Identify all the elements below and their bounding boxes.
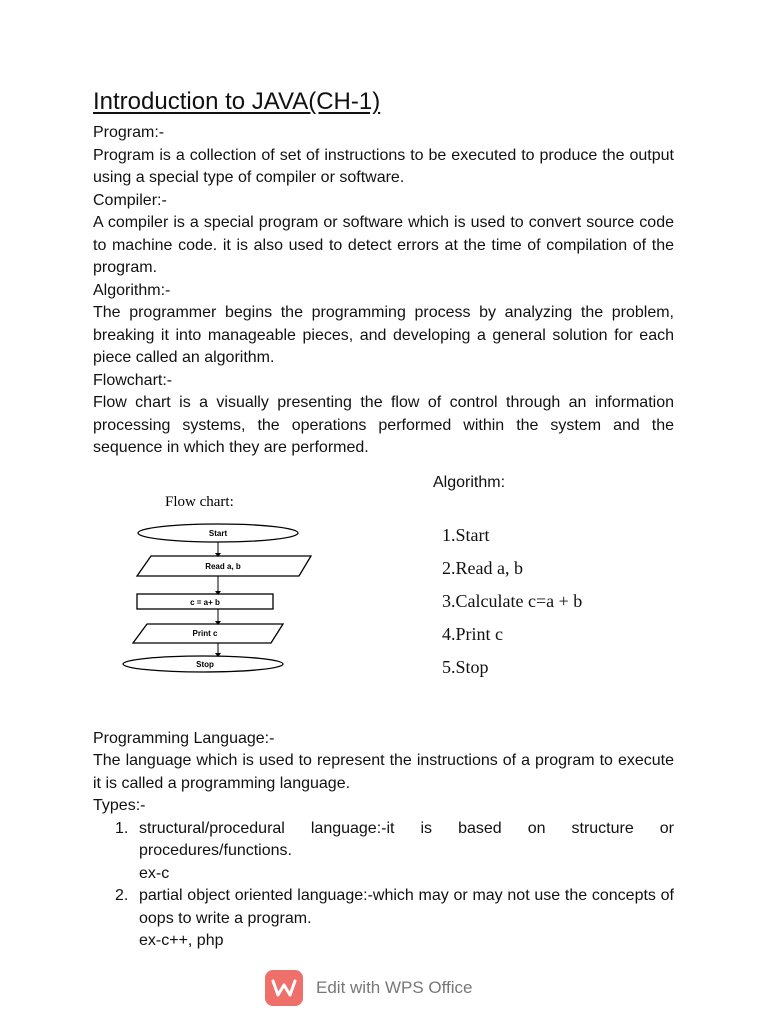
flowchart-title: Flow chart: — [165, 493, 234, 510]
flowchart-process-label: c = a+ b — [190, 597, 220, 607]
wps-w-icon — [271, 978, 297, 998]
flowchart-text: Flow chart is a visually presenting the flow of control through an information processing systems, the operations performed within the system and the sequence in which they are performed. — [93, 394, 674, 456]
page-title: Introduction to JAVA(CH-1) — [93, 88, 381, 115]
flowchart-stop-label: Stop — [196, 659, 214, 669]
algorithm-step: 5.Stop — [442, 656, 489, 677]
wps-logo-icon — [265, 970, 303, 1006]
flowchart-start-label: Start — [208, 528, 228, 538]
list-item-text: partial object oriented language:-which may or may not use the concepts of oops to write a program. — [139, 887, 674, 927]
list-item-example: ex-c — [139, 864, 170, 882]
algorithm-step: 1.Start — [442, 524, 490, 545]
flowchart-read-label: Read a, b — [205, 561, 241, 571]
compiler-heading: Compiler:- — [93, 191, 167, 209]
list-item-example: ex-c++, php — [139, 932, 224, 949]
wps-edit-banner[interactable] — [265, 970, 473, 1006]
algorithm-text: The programmer begins the programming process by analyzing the problem, breaking it into manageable pieces, and developing a general solution for each piece called an algorithm. — [93, 304, 674, 366]
programming-language-text: The language which is used to represent the instructions of a program to execute it is called a programming language. — [93, 752, 674, 792]
algorithm-step: 4.Print c — [442, 623, 503, 644]
algorithm-heading: Algorithm:- — [93, 281, 171, 299]
algorithm-steps-list — [442, 519, 582, 684]
algorithm-figure-heading: Algorithm: — [433, 473, 506, 491]
program-text: Program is a collection of set of instructions to be executed to produce the output using a special type of compiler or software. — [93, 146, 674, 186]
list-item-number: 1. — [115, 819, 129, 837]
list-item — [93, 885, 674, 953]
compiler-text: A compiler is a special program or software which is used to convert source code to machine code. it is also used to detect errors at the time of compilation of the program. — [93, 214, 674, 276]
program-heading: Program:- — [93, 124, 165, 141]
flowchart-figure — [93, 470, 674, 728]
types-list — [93, 818, 674, 953]
programming-language-heading: Programming Language:- — [93, 729, 275, 747]
document-page — [93, 86, 674, 953]
list-item — [93, 818, 674, 886]
list-item-text: structural/procedural language:-it is based on structure or procedures/functions. — [139, 819, 674, 859]
list-item-number: 2. — [115, 887, 129, 904]
algorithm-step: 2.Read a, b — [442, 557, 523, 578]
types-heading: Types:- — [93, 797, 146, 814]
flowchart-print-label: Print c — [192, 628, 218, 638]
flowchart-diagram — [103, 492, 329, 682]
wps-edit-label[interactable]: Edit with WPS Office — [316, 978, 473, 997]
flowchart-heading: Flowchart:- — [93, 371, 173, 389]
algorithm-step: 3.Calculate c=a + b — [442, 590, 583, 611]
